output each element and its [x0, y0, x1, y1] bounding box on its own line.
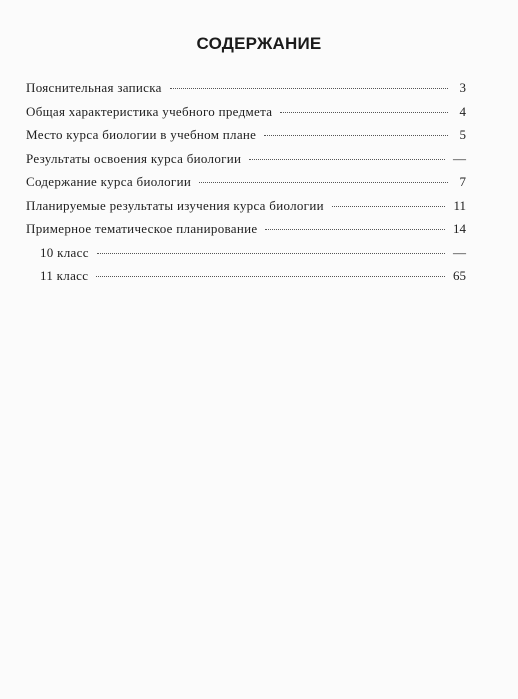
dot-leader [280, 112, 448, 113]
toc-entry-explanatory-note [26, 80, 466, 104]
dot-leader [97, 253, 445, 254]
toc-entry-label: 10 класс [40, 244, 89, 260]
table-of-contents [26, 80, 466, 292]
dot-leader [265, 229, 445, 230]
toc-entry-general-characteristics [26, 104, 466, 128]
toc-entry-course-content [26, 174, 466, 198]
toc-entry-page: 4 [459, 103, 466, 119]
toc-entry-page: 7 [459, 174, 466, 189]
toc-entry-grade-10 [26, 245, 466, 269]
toc-entry-label: Результаты освоения курса биологии [26, 150, 242, 166]
toc-entry-page: — [453, 244, 466, 260]
dot-leader [199, 182, 448, 183]
toc-entry-results [26, 151, 466, 175]
toc-entry-label: 11 класс [40, 268, 89, 283]
toc-entry-page: — [453, 150, 466, 166]
toc-entry-thematic-planning [26, 221, 466, 245]
toc-entry-page: 11 [453, 197, 466, 213]
toc-entry-grade-11 [26, 268, 466, 292]
dot-leader [332, 206, 446, 207]
toc-entry-page: 65 [453, 268, 466, 283]
dot-leader [249, 159, 445, 160]
toc-entry-planned-results [26, 198, 466, 222]
toc-entry-label: Примерное тематическое планирование [26, 221, 258, 236]
dot-leader [96, 276, 445, 277]
toc-entry-label: Общая характеристика учебного предмета [26, 103, 273, 119]
dot-leader [170, 88, 448, 89]
page-title: СОДЕРЖАНИЕ [196, 34, 322, 53]
toc-entry-label: Место курса биологии в учебном плане [26, 127, 257, 142]
toc-entry-page: 14 [453, 221, 466, 236]
toc-entry-label: Содержание курса биологии [26, 174, 192, 189]
toc-entry-course-place [26, 127, 466, 151]
toc-entry-label: Пояснительная записка [26, 80, 162, 95]
toc-entry-label: Планируемые результаты изучения курса биологии [26, 197, 324, 213]
dot-leader [264, 135, 448, 136]
toc-entry-page: 3 [459, 80, 466, 95]
toc-entry-page: 5 [459, 127, 466, 142]
